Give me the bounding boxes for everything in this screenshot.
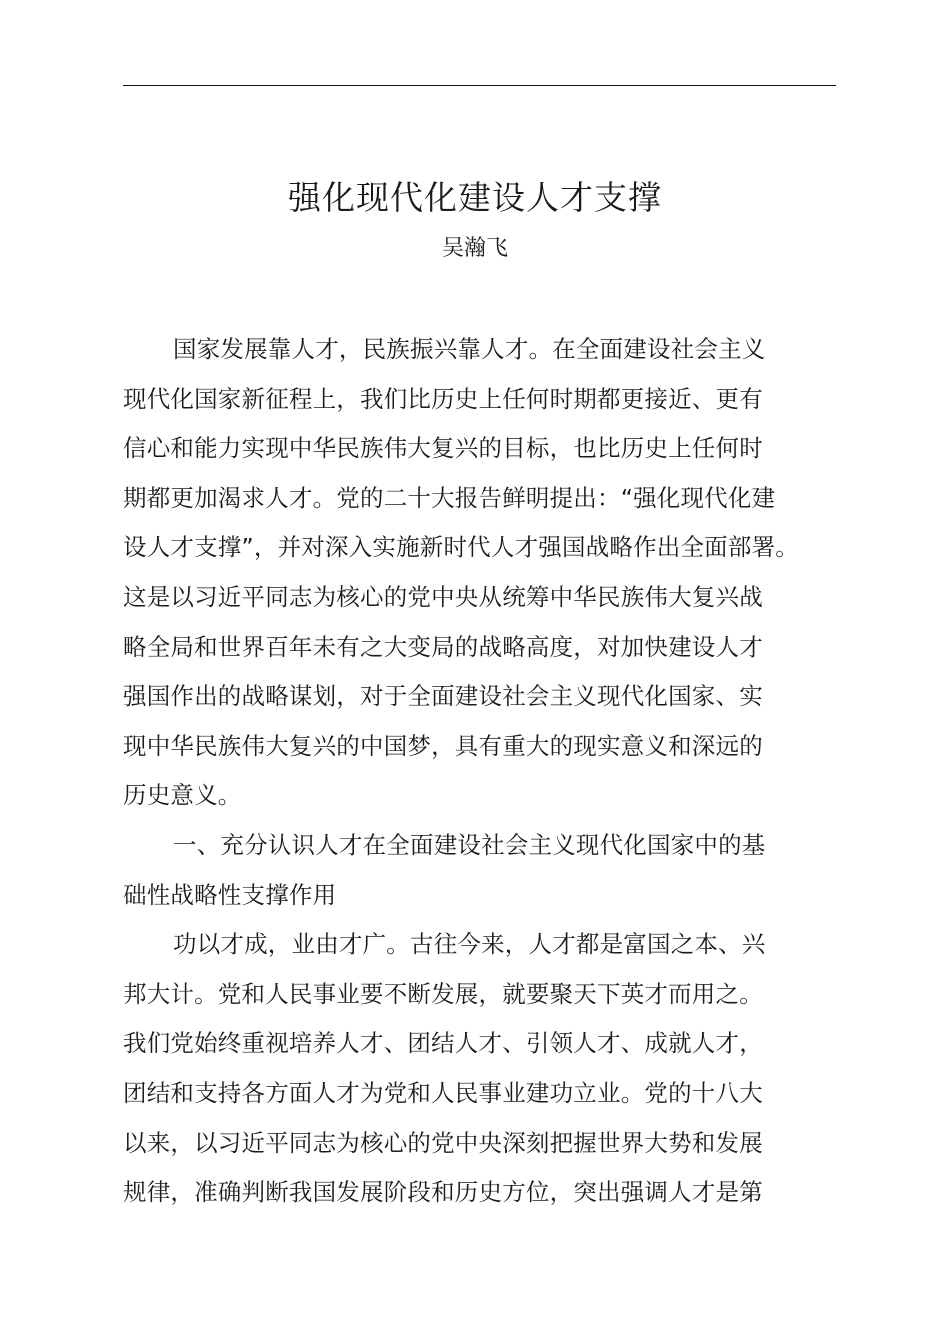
paragraph-line: 设人才支撑”，并对深入实施新时代人才强国战略作出全面部署。 (123, 533, 799, 562)
paragraph-line: 历史意义。 (123, 781, 242, 810)
section-heading-line: 础性战略性支撑作用 (123, 880, 337, 909)
paragraph-line: 强国作出的战略谋划，对于全面建设社会主义现代化国家、实 (123, 682, 763, 711)
header-rule (123, 85, 836, 86)
paragraph-line: 邦大计。党和人民事业要不断发展，就要聚天下英才而用之。 (123, 979, 763, 1008)
paragraph-line: 以来，以习近平同志为核心的党中央深刻把握世界大势和发展 (123, 1128, 763, 1157)
body-text (123, 325, 843, 1218)
paragraph-line: 现代化国家新征程上，我们比历史上任何时期都更接近、更有 (123, 384, 763, 413)
paragraph-line: 规律，准确判断我国发展阶段和历史方位，突出强调人才是第 (123, 1178, 763, 1207)
paragraph-line: 我们党始终重视培养人才、团结人才、引领人才、成就人才， (123, 1029, 763, 1058)
paragraph-line: 国家发展靠人才，民族振兴靠人才。在全面建设社会主义 (173, 335, 766, 363)
paragraph-line: 略全局和世界百年未有之大变局的战略高度，对加快建设人才 (123, 632, 763, 661)
paragraph-line: 期都更加渴求人才。党的二十大报告鲜明提出：“强化现代化建 (123, 483, 776, 512)
author-name: 吴瀚飞 (441, 236, 508, 261)
paragraph-line: 现中华民族伟大复兴的中国梦，具有重大的现实意义和深远的 (123, 731, 763, 760)
document-title: 强化现代化建设人才支撑 (288, 178, 662, 217)
section-heading-line: 一、充分认识人才在全面建设社会主义现代化国家中的基 (173, 830, 766, 859)
paragraph-line: 团结和支持各方面人才为党和人民事业建功立业。党的十八大 (123, 1078, 763, 1107)
paragraph-line: 这是以习近平同志为核心的党中央从统筹中华民族伟大复兴战 (123, 582, 763, 611)
paragraph-line: 信心和能力实现中华民族伟大复兴的目标，也比历史上任何时 (123, 434, 763, 463)
paragraph-line: 功以才成，业由才广。古往今来，人才都是富国之本、兴 (173, 930, 766, 959)
